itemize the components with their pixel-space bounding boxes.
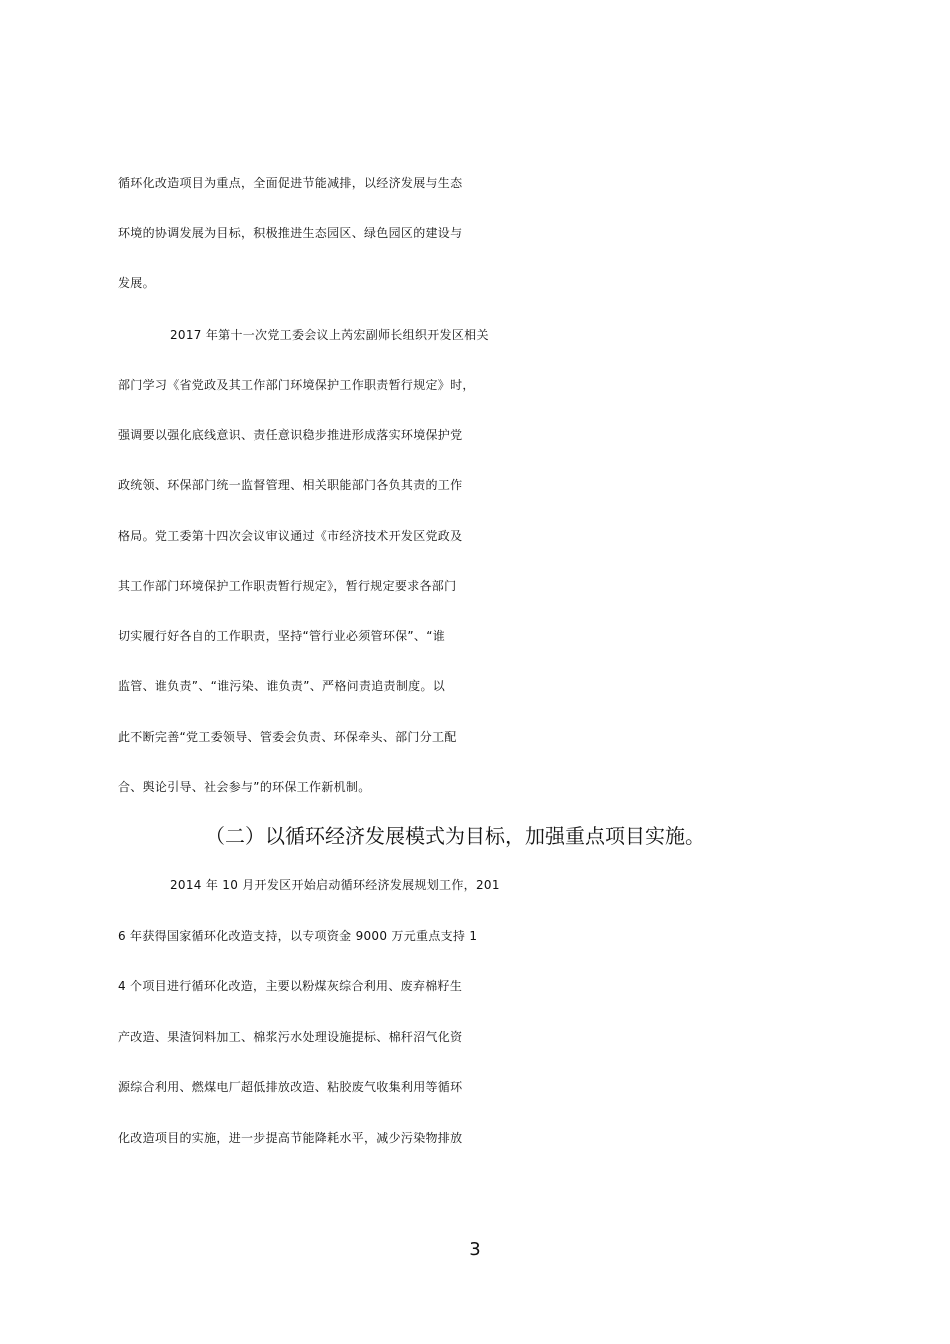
paragraph-line: 4 个项目进行循环化改造，主要以粉煤灰综合利用、废弃棉籽生 <box>118 979 463 993</box>
paragraph-line: 强调要以强化底线意识、责任意识稳步推进形成落实环境保护党 <box>118 428 463 442</box>
paragraph-line: 政统领、环保部门统一监督管理、相关职能部门各负其责的工作 <box>118 478 463 492</box>
page-number: 3 <box>469 1239 481 1260</box>
paragraph-line: 源综合利用、燃煤电厂超低排放改造、粘胶废气收集利用等循环 <box>118 1080 463 1094</box>
paragraph-line: 发展。 <box>118 276 155 290</box>
paragraph-line: 环境的协调发展为目标，积极推进生态园区、绿色园区的建设与 <box>118 226 463 240</box>
paragraph-line: 部门学习《省党政及其工作部门环境保护工作职责暂行规定》时， <box>118 378 475 392</box>
paragraph-line: 格局。党工委第十四次会议审议通过《市经济技术开发区党政及 <box>118 529 463 543</box>
paragraph-line: 合、舆论引导、社会参与”的环保工作新机制。 <box>118 780 371 794</box>
paragraph-line: 监管、谁负责”、“谁污染、谁负责”、严格问责追责制度。以 <box>118 679 446 693</box>
paragraph-line: 2014 年 10 月开发区开始启动循环经济发展规划工作，201 <box>170 878 500 892</box>
paragraph-line: 2017 年第十一次党工委会议上芮宏副师长组织开发区相关 <box>170 328 489 342</box>
paragraph-line: 产改造、果渣饲料加工、棉浆污水处理设施提标、棉秆沼气化资 <box>118 1030 463 1044</box>
paragraph-line: 此不断完善“党工委领导、管委会负责、环保牵头、部门分工配 <box>118 730 457 744</box>
section-heading: （二）以循环经济发展模式为目标，加强重点项目实施。 <box>205 824 705 848</box>
paragraph-line: 循环化改造项目为重点，全面促进节能减排，以经济发展与生态 <box>118 176 463 190</box>
paragraph-line: 化改造项目的实施，进一步提高节能降耗水平，减少污染物排放 <box>118 1131 463 1145</box>
paragraph-line: 其工作部门环境保护工作职责暂行规定》，暂行规定要求各部门 <box>118 579 457 593</box>
paragraph-line: 切实履行好各自的工作职责，坚持“管行业必须管环保”、“谁 <box>118 629 446 643</box>
paragraph-line: 6 年获得国家循环化改造支持，以专项资金 9000 万元重点支持 1 <box>118 929 478 943</box>
